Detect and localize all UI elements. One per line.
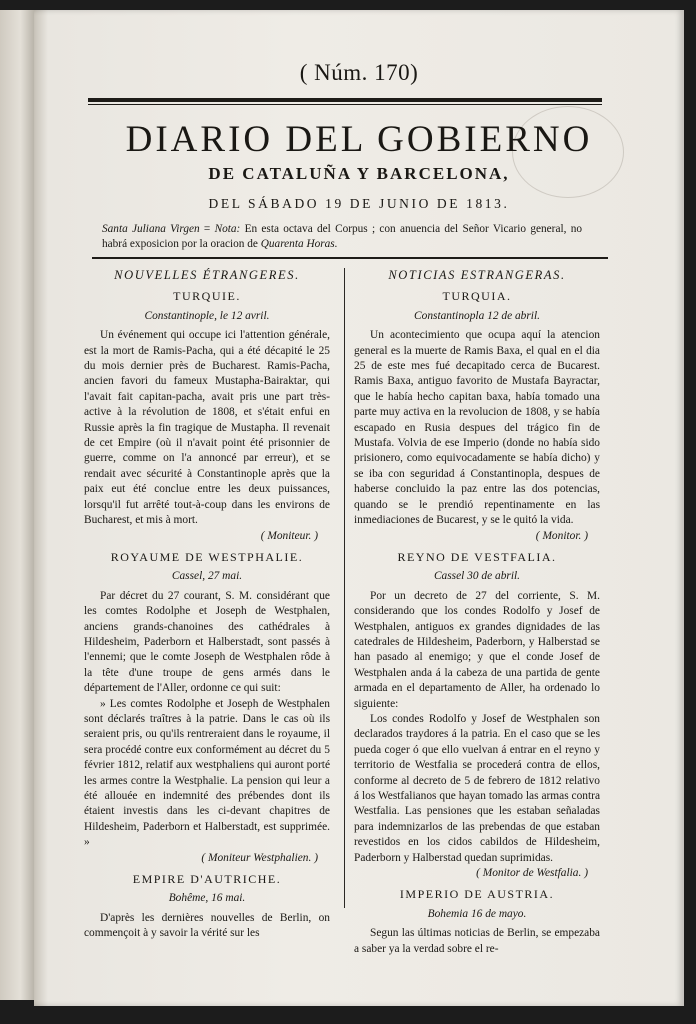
newspaper-page xyxy=(34,10,684,1006)
dateline: Cassel 30 de abril. xyxy=(433,570,521,583)
article-paragraph: » Les comtes Rodolphe et Joseph de Westphalen sont déclarés traîtres à la patrie. Dans le cas où ils seraient pris, ou qu'ils rentreraient dans le royaume, il sera procédé contre eux conformément au décret du 5 février 1812, relatif aux westphaliens qui auront porté les armes contre la Westphalie. La pension qui leur a été allouée en indemnité des prébendes dont ils étaient investis dans les ci-devant chapitres de Hildesheim, Paderborn et Halberstadt, est supprimée. » xyxy=(84,697,330,849)
article-paragraph: Par décret du 27 courant, S. M. considérant que les comtes Rodolphe et Joseph de Westphalen, anciens grands-chanoines des cathédrales à Hildesheim, Paderborn et Halberstadt, sont passés à l'ennemi; que le comte Joseph de Westphalen rôde à la tête d'une troupe de gens armés dans le département de l'Aller, ordonne ce qui suit: xyxy=(84,589,330,695)
spanish-column xyxy=(354,268,600,957)
country-heading: ROYAUME DE WESTPHALIE. xyxy=(110,549,304,564)
facing-page-edge xyxy=(0,10,34,1000)
article-paragraph: Segun las últimas noticias de Berlin, se empezaba a saber ya la verdad sobre el re- xyxy=(354,927,600,955)
french-column xyxy=(84,268,330,942)
issue-number: ( Núm. 170) xyxy=(299,60,419,85)
article-paragraph: Por un decreto de 27 del corriente, S. M. considerando que los condes Rodolfo y Josef de Westphalen, antiguos ex grandes dignidades de las catedrales de Hildesheim, Paderborn, y Halberstad se han pasado al enemigo; y que el conde Josef de Westphalen anda á la cabeza de una partida de gente armada en el departamento de Aller, ha ordenado lo siguiente: xyxy=(354,589,600,710)
dateline: Constantinople, le 12 avril. xyxy=(144,309,270,322)
country-heading: IMPERIO DE AUSTRIA. xyxy=(399,887,555,902)
section-heading: NOTICIAS ESTRANGERAS. xyxy=(388,268,566,282)
saint-and-notice xyxy=(102,222,582,252)
source-credit: ( Monitor de Westfalia. ) xyxy=(476,867,588,880)
source-credit: ( Moniteur. ) xyxy=(260,529,318,542)
top-rule xyxy=(88,98,602,102)
masthead-title: DIARIO DEL GOBIERNO xyxy=(125,119,593,160)
column-divider xyxy=(344,268,345,908)
article-paragraph: D'après les dernières nouvelles de Berlin, on commençoit à y savoir la vérité sur les xyxy=(84,911,330,940)
dateline: Cassel, 27 mai. xyxy=(171,570,243,583)
dateline: Bohemia 16 de mayo. xyxy=(427,907,527,920)
article-paragraph: Un acontecimiento que ocupa aquí la atencion general es la muerte de Ramis Baxa, el qual en el dia 25 de este mes fué decapitado cerca de Bucarest. Ramis Baxa, antiguo favorito de Mustafa Bayractar, que le había hecho capitan baxa, había tomado una parte muy activa en la revolucion de 1808, y se había escapado en Rusia despues del trágico fin de Mustafa. Volvia de ese Imperio (donde no había sido prisionero, como equivocadamente se había dicho) y se iba con seguridad á Constantinopla, despues de haberse concluido la paz entre las dos potencias, quando se le prendió repentinamente en las inmediaciones de Bucarest, y se le quitó la vida. xyxy=(354,329,600,527)
note-label: Nota: xyxy=(214,223,241,235)
source-credit: ( Moniteur Westphalien. ) xyxy=(201,851,318,864)
top-rule-thin xyxy=(88,104,602,105)
country-heading: EMPIRE D'AUTRICHE. xyxy=(132,872,282,887)
dateline: Bohême, 16 mai. xyxy=(168,892,246,905)
country-heading: TURQUIE. xyxy=(173,289,241,304)
saint-of-day: Santa Juliana Virgen xyxy=(102,223,200,235)
country-heading: TURQUIA. xyxy=(442,289,512,304)
article-paragraph: Los condes Rodolfo y Josef de Westphalen son declarados traydores á la patria. En el caso que se les pueda coger ó que ello vuelvan á entrar en el reyno y territorio de Westfalia se procederá contra de ellos, conforme al decreto de 5 de febrero de 1812 relativo á los Westfalianos que hayan tomado las armas contra Westfalia. Las pensiones que les estaban señaladas para indemnizarlos de las prebendas de que estaban revestidos en los cidos cabildos de Hildesheim, Paderborn y Halberstad quedan suprimidas. xyxy=(354,712,600,864)
masthead-subtitle: DE CATALUÑA Y BARCELONA, xyxy=(208,164,510,183)
note-separator: = xyxy=(199,223,215,235)
article-paragraph: Un événement qui occupe ici l'attention générale, est la mort de Ramis-Pacha, qui a été décapité le 25 du mois dernier près de Bucharest. Ramis-Pacha, ancien favori du fameux Mustapha-Bairaktar, qui l'avait fait capitan-pacha, avait pris une part très-active à la révolution de 1808, et s'était enfui en Russie après la fin tragique de Mustapha. Il revenait de cet Empire (où il n'avait point été prisonnier de guerre, comme on l'a annoncé par erreur), et se rendait avec sécurité à Constantinople après que la paix eut été conclue entre les deux puissances, lorsqu'il fut arrêté tout-à-coup dans les environs de Bucharest, et mis à mort. xyxy=(84,329,330,527)
source-credit: ( Monitor. ) xyxy=(535,529,588,542)
issue-date: DEL SÁBADO 19 DE JUNIO DE 1813. xyxy=(208,196,510,211)
note-text: En esta octava del Corpus ; con anuencia del Señor Vicario general, no habrá exposicion por la oracion de xyxy=(102,223,582,250)
country-heading: REYNO DE VESTFALIA. xyxy=(397,549,557,564)
note-end: Quarenta Horas. xyxy=(260,238,338,250)
dateline: Constantinopla 12 de abril. xyxy=(414,309,540,322)
header-rule xyxy=(92,257,608,259)
section-heading: NOUVELLES ÉTRANGERES. xyxy=(114,268,300,282)
